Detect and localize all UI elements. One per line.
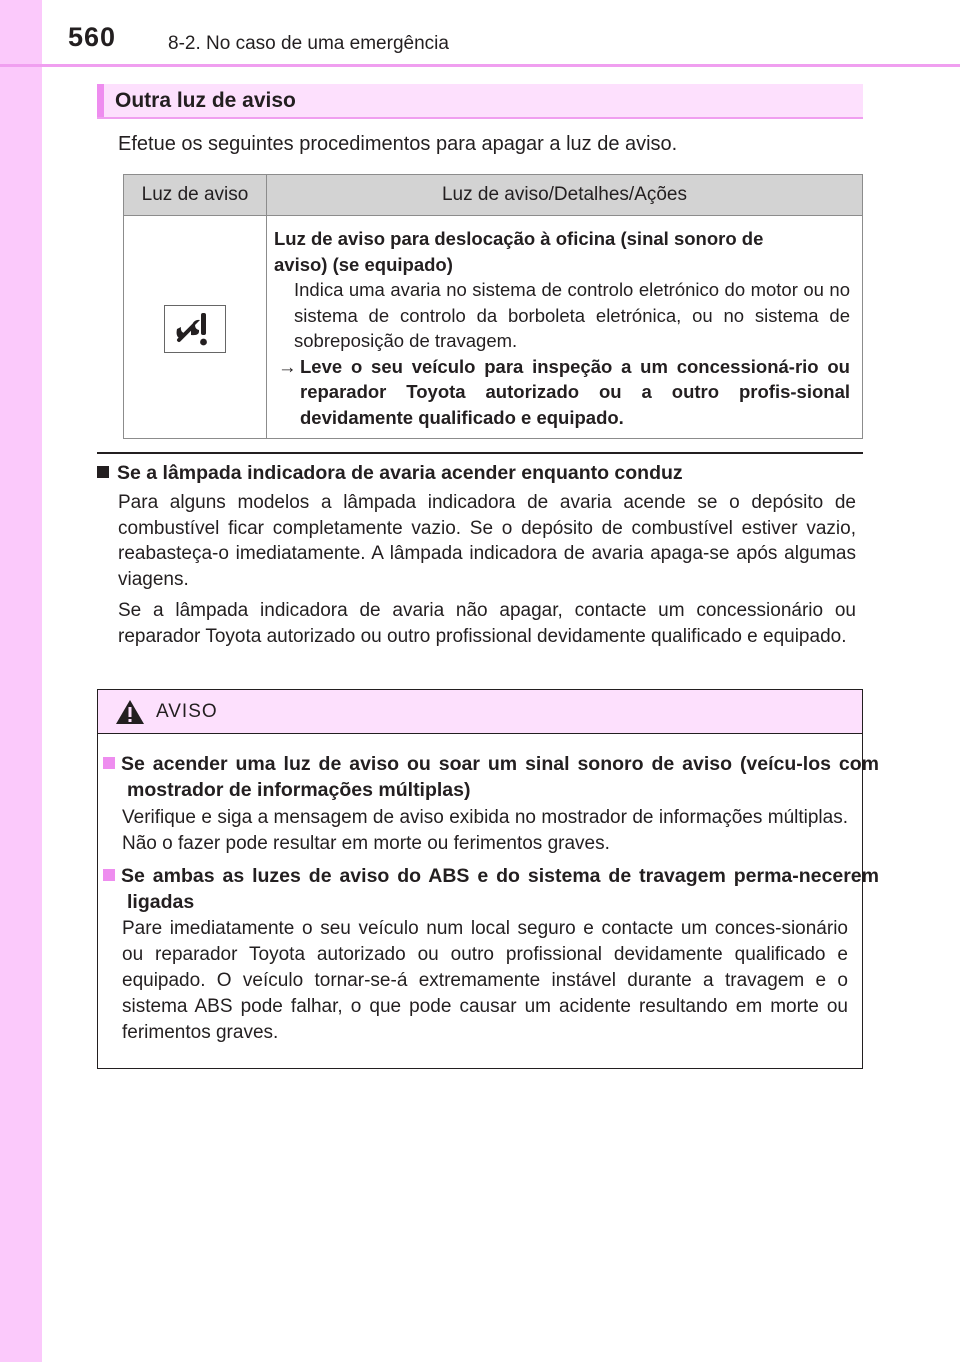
- arrow-icon: →: [278, 355, 297, 377]
- warning-header: [98, 690, 862, 734]
- service-reminder-warning-icon: [164, 305, 226, 353]
- table-header-details: Luz de aviso/Detalhes/Ações: [267, 175, 863, 216]
- header-divider: [0, 64, 960, 67]
- section-divider: [97, 452, 863, 454]
- light-action-text: Leve o seu veículo para inspeção a um concessioná-rio ou reparador Toyota autorizado ou a outro profis-sional devidamente qualificado e equipado.: [300, 355, 850, 428]
- square-bullet-icon: [103, 757, 115, 769]
- light-name-line1: Luz de aviso para deslocação à oficina (sinal sonoro de: [274, 228, 764, 249]
- square-bullet-icon: [103, 869, 115, 881]
- warning-box: [97, 689, 879, 1069]
- side-margin-bar: [0, 0, 42, 1362]
- warning-item-2-heading: [103, 863, 879, 915]
- page-number: 560: [68, 22, 117, 52]
- table-row: [124, 216, 863, 439]
- table-header-row: [124, 175, 863, 216]
- malfunction-heading: [97, 462, 867, 485]
- light-action: [274, 354, 850, 431]
- section-title: Outra luz de aviso: [115, 89, 296, 112]
- section-accent: [97, 84, 104, 117]
- section-intro: Efetue os seguintes procedimentos para apagar a luz de aviso.: [118, 133, 678, 155]
- square-bullet-icon: [97, 466, 109, 478]
- warning-light-table: [123, 174, 863, 439]
- chapter-title: 8-2. No caso de uma emergência: [168, 33, 449, 54]
- warning-item-1-heading: [103, 751, 879, 803]
- warning-item-1-heading-text: Se acender uma luz de aviso ou soar um sinal sonoro de aviso (veícu-los com mostrador de informações múltiplas): [121, 753, 879, 801]
- warning-triangle-icon: [115, 699, 145, 725]
- malfunction-heading-text: Se a lâmpada indicadora de avaria acender enquanto conduz: [117, 462, 683, 484]
- light-name-line2: aviso) (se equipado): [274, 253, 453, 275]
- light-description: Indica uma avaria no sistema de controlo eletrónico do motor ou no sistema de controlo da borboleta eletrónica, ou no sistema de sobreposição de travagem.: [294, 279, 850, 351]
- malfunction-paragraph-1: Para alguns modelos a lâmpada indicadora de avaria acende se o depósito de combustível ficar completamente vazio. Se o depósito de combustível estiver vazio, reabasteça-o imediatamente. A lâmpada indicadora de avaria apaga-se após algumas viagens.: [118, 492, 856, 590]
- table-header-light: Luz de aviso: [124, 175, 267, 216]
- table-detail-cell: [267, 216, 863, 439]
- table-icon-cell: [124, 216, 267, 439]
- warning-item-1-text: Verifique e siga a mensagem de aviso exibida no mostrador de informações múltiplas. Não o fazer pode resultar em morte ou ferimentos graves.: [122, 807, 848, 854]
- warning-item-2-text: Pare imediatamente o seu veículo num local seguro e contacte um conces-sionário ou reparador Toyota autorizado ou outro profissional devidamente qualificado e equipado. O veículo tornar-se-á extremamente instável durante a travagem e o sistema ABS pode falhar, o que pode causar um acidente resultando em morte ou ferimentos graves.: [122, 918, 848, 1043]
- warning-title: AVISO: [156, 701, 218, 722]
- malfunction-paragraph-2: Se a lâmpada indicadora de avaria não apagar, contacte um concessionário ou reparador Toyota autorizado ou outro profissional devidamente qualificado e equipado.: [118, 600, 856, 647]
- section-title-bar: [97, 84, 863, 119]
- warning-item-2-heading-text: Se ambas as luzes de aviso do ABS e do sistema de travagem perma-necerem ligadas: [121, 865, 879, 913]
